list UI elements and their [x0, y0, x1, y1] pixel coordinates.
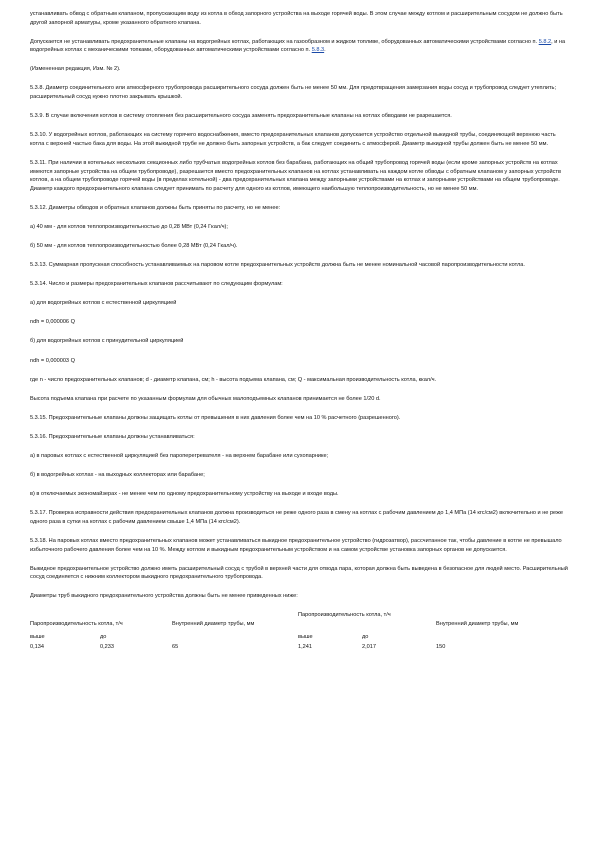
table-cell: 0,134 — [30, 644, 44, 651]
link-5-8-2[interactable]: 5.8.2 — [538, 38, 552, 45]
table-subheader-upto-1: до — [100, 634, 107, 641]
table-cell: 65 — [172, 644, 179, 651]
clause-5-3-12: 5.3.12. Диаметры обводов и обратных клапанов должны быть приняты по расчету, но не менее: — [30, 204, 281, 211]
paragraph-1: устанавливать обвод с обратным клапаном, пропускающим воду из котла в обход запорного устройства на выходе горячей воды. В этом случае между котлом и расширительным сосудом не должно быть другой запорной арматуры, кроме указанного обратного клапана. — [30, 11, 563, 26]
table-header-diameter-2: Внутренний диаметр трубы, мм — [436, 621, 519, 628]
table-header-capacity-1: Паропроизводительность котла, т/ч — [30, 621, 123, 628]
table-row — [30, 643, 570, 651]
item-a-natural-circulation: а) для водогрейных котлов с естественной циркуляцией — [30, 300, 177, 307]
table-cell: 1,241 — [298, 644, 312, 651]
clause-5-3-8: 5.3.8. Диаметр соединительного или атмосферного трубопровода расширительного сосуда должен быть не менее 50 мм. Для предотвращения замерзания воды сосуд и трубопровод следует утеплить; расширительный сосуд нужно плотно закрывать крышкой. — [30, 85, 557, 101]
table-cell: 2,017 — [362, 644, 376, 651]
clause-5-3-15: 5.3.15. Предохранительные клапаны должны защищать котлы от превышения в них давления более чем на 10 % расчетного (разрешенного). — [30, 414, 401, 421]
table-header-row — [30, 611, 570, 633]
paragraph-2-text-b: , и на водогрейных котлах с механическими топками, оборудованных автоматическими устройствами согласно п. — [30, 38, 566, 54]
clause-5-3-16: 5.3.16. Предохранительные клапаны должны устанавливаться: — [30, 433, 195, 440]
table-subheader-over-1: выше — [30, 634, 45, 641]
clause-5-3-11: 5.3.11. При наличии в котельных нескольких секционных либо трубчатых водогрейных котлов без барабана, работающих на общий трубопровод горячей воды (если кроме запорных устройств на котлах имеются запорные устройства на общем трубопроводе), разрешается вместо предохранительных клапанов на котлах устанавливать на каждом котле обводы с обратным клапаном у запорных устройств котлов, а на общем трубопроводе горячей воды (в пределах котельной) - два предохранительных клапана между запорными устройствами на котлах и запорными устройствами на общем трубопроводе. Диаметр каждого предохранительного клапана следует принимать по расчету для одного из котлов, имеющего наибольшую теплопроизводительность, но не менее 50 мм. — [30, 159, 561, 192]
item-c-economizers: в) в отключаемых экономайзерах - не менее чем по одному предохранительному устройству на выходе и входе воды. — [30, 491, 339, 498]
clause-5-3-13: 5.3.13. Суммарная пропускная способность устанавливаемых на паровом котле предохранительных устройств должна быть не менее номинальной часовой паропроизводительности котла. — [30, 262, 525, 269]
clause-5-3-9: 5.3.9. В случае включения котлов в систему отопления без расширительного сосуда заменять предохранительные клапаны на котлах обводами не разрешается. — [30, 113, 452, 120]
item-a-40mm: а) 40 мм - для котлов теплопроизводительностью до 0,28 МВт (0,24 Гкал/ч); — [30, 223, 228, 230]
pipe-diameter-table — [30, 611, 570, 651]
table-subheader-row — [30, 633, 570, 643]
table-header-capacity-2: Паропроизводительность котла, т/ч — [298, 612, 391, 619]
clause-5-3-14: 5.3.14. Число и размеры предохранительных клапанов рассчитывают по следующим формулам: — [30, 281, 283, 288]
document-page — [30, 10, 570, 651]
item-b-forced-circulation: б) для водогрейных котлов с принудительной циркуляцией — [30, 338, 184, 345]
table-cell: 150 — [436, 644, 446, 651]
lift-height-note: Высота подъема клапана при расчете по указанным формулам для обычных малоподъемных клапанов принимается не более 1/20 d. — [30, 395, 381, 402]
paragraph-2-text-a: Допускается не устанавливать предохранительные клапаны на водогрейных котлах, работающих на газообразном и жидком топливе, оборудованных автоматическими устройствами согласно п. — [30, 38, 539, 45]
formula-legend: где n - число предохранительных клапанов; d - диаметр клапана, см; h - высота подъема клапана, см; Q - максимальная производительность котла, ккал/ч. — [30, 376, 437, 383]
item-a-steam-boilers: а) в паровых котлах с естественной циркуляцией без пароперегревателя - на верхнем барабане или сухопарнике; — [30, 453, 329, 460]
table-header-diameter-1: Внутренний диаметр трубы, мм — [172, 621, 255, 628]
table-intro: Диаметры труб выкидного предохранительного устройства должны быть не менее приведенных ниже: — [30, 593, 298, 600]
formula-2: ndh = 0,000003 Q — [30, 357, 75, 364]
clause-5-3-10: 5.3.10. У водогрейных котлов, работающих на систему горячего водоснабжения, вместо предохранительных клапанов допускается устройство отдельной выкидной трубы, соединяющей верхнюю часть котла с верхней частью бака для воды. На этой выкидной трубе не должно быть запорных устройств, а бак следует соединить с атмосферой. Диаметр выкидной трубы должен быть не менее 50 мм. — [30, 132, 556, 147]
paragraph-2-text-c: . — [324, 47, 326, 54]
formula-1: ndh = 0,000006 Q — [30, 319, 75, 326]
clause-5-3-18: 5.3.18. На паровых котлах вместо предохранительных клапанов может устанавливаться выкидное предохранительное устройство (гидрозатвор), рассчитанное так, чтобы давление в котле не превышало избыточного рабочего давления более чем на 10 %. Между котлом и выкидным предохранительным устройством и на самом устройстве установка запорных органов не допускается. — [30, 538, 562, 553]
item-b-50mm: б) 50 мм - для котлов теплопроизводительностью более 0,28 МВт (0,24 Гкал/ч). — [30, 243, 238, 249]
paragraph-2 — [30, 38, 570, 55]
amendment-note: (Измененная редакция, Изм. № 2). — [30, 66, 121, 73]
relief-device-paragraph: Выкидное предохранительное устройство должно иметь расширительный сосуд с трубой в верхней части для отвода пара, которая должна быть выведена в безопасное для людей место. Расширительный сосуд соединяется с нижним коллектором выкидного предохранительного трубопровода. — [30, 565, 568, 581]
table-subheader-over-2: выше — [298, 634, 313, 641]
table-subheader-upto-2: до — [362, 634, 369, 641]
table-cell: 0,233 — [100, 644, 114, 651]
clause-5-3-17: 5.3.17. Проверка исправности действия предохранительных клапанов должна производиться не реже одного раза в смену на котлах с рабочим давлением до 1,4 МПа (14 кгс/см2) включительно и не реже одного раза в сутки на котлах с рабочим давлением свыше 1,4 МПа (14 кгс/см2). — [30, 510, 563, 525]
item-b-water-boilers: б) в водогрейных котлах - на выходных коллекторах или барабане; — [30, 472, 205, 479]
link-5-8-3[interactable]: 5.8.3 — [311, 47, 325, 54]
